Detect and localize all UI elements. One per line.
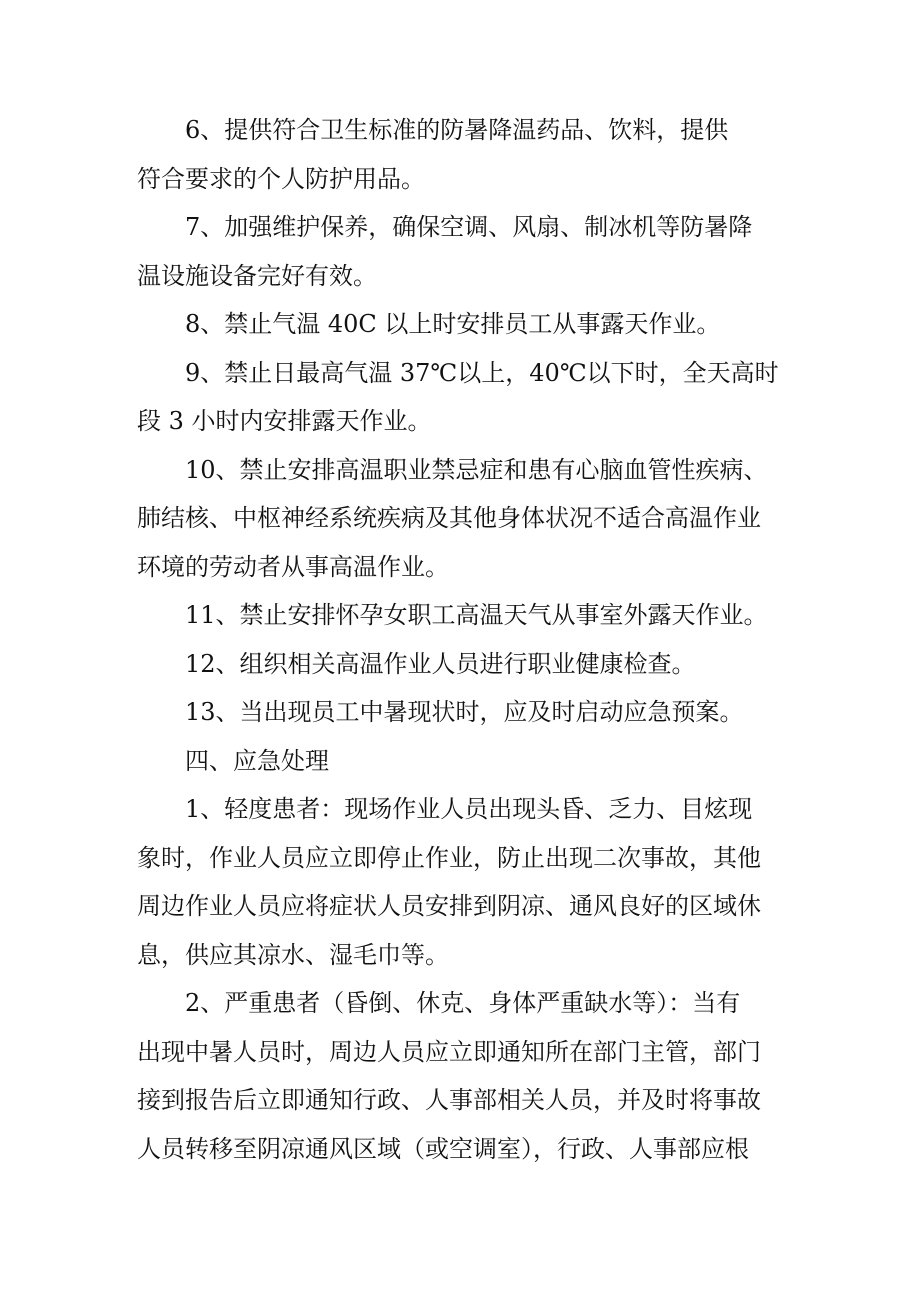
text-line: 10、禁止安排高温职业禁忌症和患有心脑血管性疾病、 [185,455,768,484]
text-line: 周边作业人员应将症状人员安排到阴凉、通风良好的区域休 [137,892,761,920]
text-line: 8、禁止气温 40C 以上时安排员工从事露天作业。 [185,310,721,338]
text-line: 符合要求的个人防护用品。 [137,164,425,193]
text-line: 肺结核、中枢神经系统疾病及其他身体状况不适合高温作业 [137,504,761,532]
text-line: 接到报告后立即通知行政、人事部相关人员，并及时将事故 [137,1086,761,1114]
section-heading: 四、应急处理 [185,746,329,775]
text-line: 环境的劳动者从事高温作业。 [137,552,449,581]
text-line: 2、严重患者（昏倒、休克、身体严重缺水等）：当有 [185,989,741,1017]
text-line: 人员转移至阴凉通风区域（或空调室），行政、人事部应根 [137,1134,749,1163]
text-line: 1、轻度患者：现场作业人员出现头昏、乏力、目炫现 [185,795,753,823]
text-line: 11、禁止安排怀孕女职工高温天气从事室外露天作业。 [185,601,768,629]
text-line: 12、组织相关高温作业人员进行职业健康检查。 [185,649,696,678]
text-line: 9、禁止日最高气温 37℃以上，40℃以下时，全天高时 [185,358,779,387]
text-line: 出现中暑人员时，周边人员应立即通知所在部门主管，部门 [137,1037,761,1066]
document-body [137,106,802,1173]
text-line: 象时，作业人员应立即停止作业，防止出现二次事故，其他 [137,843,761,872]
text-line: 息，供应其凉水、湿毛巾等。 [137,940,449,969]
text-line: 6、提供符合卫生标准的防暑降温药品、饮料，提供 [185,116,729,144]
text-line: 温设施设备完好有效。 [137,261,377,290]
text-line: 段 3 小时内安排露天作业。 [137,407,432,435]
text-line: 7、加强维护保养，确保空调、风扇、制冰机等防暑降 [185,213,753,241]
text-line: 13、当出现员工中暑现状时，应及时启动应急预案。 [185,698,744,726]
